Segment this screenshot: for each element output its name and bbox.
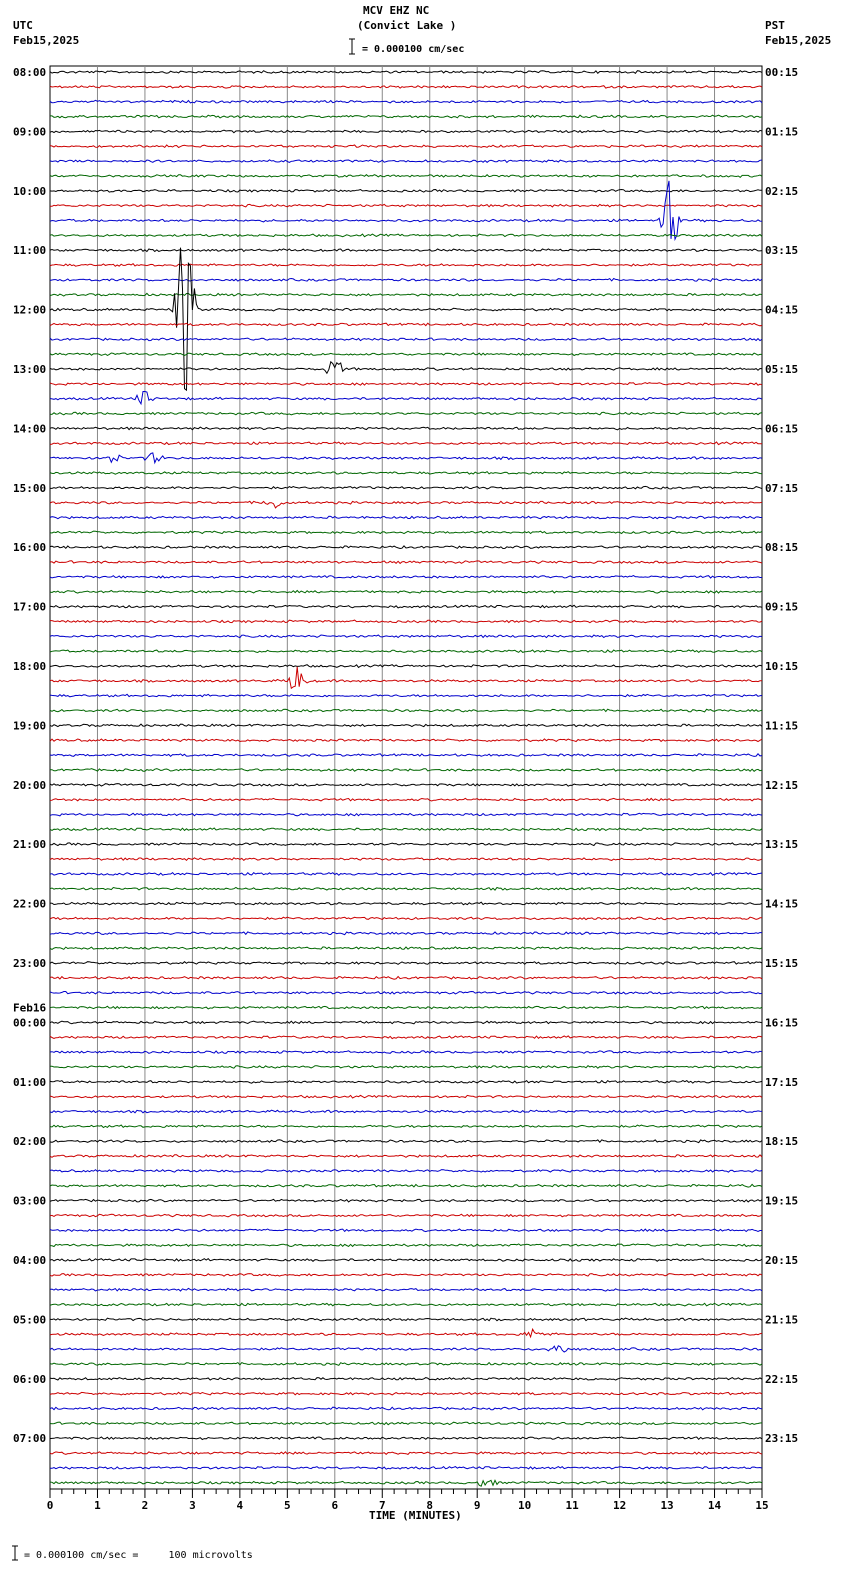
trace-line — [50, 650, 762, 653]
trace-line — [50, 181, 762, 239]
trace-line — [50, 1081, 762, 1084]
x-tick-label: 1 — [94, 1499, 101, 1512]
utc-hour-label: 09:00 — [13, 125, 47, 139]
trace-line — [50, 1363, 762, 1366]
trace-line — [50, 1274, 762, 1277]
trace-line — [50, 784, 762, 787]
trace-line — [50, 1407, 762, 1410]
trace-line — [50, 724, 762, 727]
trace-line — [50, 828, 762, 831]
x-tick-label: 6 — [331, 1499, 339, 1512]
trace-line — [50, 1392, 762, 1395]
utc-date-label: Feb15,2025 — [13, 34, 80, 47]
trace-line — [50, 412, 762, 415]
trace-line — [50, 1036, 762, 1039]
utc-hour-label: 13:00 — [13, 363, 47, 376]
pst-hour-label: 15:15 — [765, 957, 799, 970]
traces — [50, 71, 762, 1487]
date-change-label: Feb16 — [13, 1001, 47, 1015]
pst-hour-label: 09:15 — [765, 600, 799, 614]
utc-hour-label: 03:00 — [13, 1194, 47, 1208]
utc-hour-label: 19:00 — [13, 719, 47, 733]
pst-hour-label: 18:15 — [765, 1135, 799, 1149]
station-title: MCV EHZ NC — [363, 4, 430, 17]
trace-line — [50, 1066, 762, 1069]
trace-line — [50, 665, 762, 668]
trace-line — [50, 442, 762, 445]
trace-line — [50, 1452, 762, 1455]
pst-date-label: Feb15,2025 — [765, 34, 832, 47]
trace-line — [50, 362, 762, 374]
x-tick-label: 0 — [46, 1499, 54, 1512]
trace-line — [50, 323, 762, 326]
trace-line — [50, 561, 762, 564]
trace-line — [50, 249, 762, 252]
pst-hour-label: 16:15 — [765, 1016, 799, 1030]
trace-line — [50, 1155, 762, 1158]
trace-line — [50, 873, 762, 876]
utc-hour-label: 00:00 — [13, 1016, 47, 1030]
trace-line — [50, 115, 762, 118]
trace-line — [50, 1095, 762, 1098]
x-tick-label: 12 — [612, 1499, 627, 1512]
utc-hour-label: 21:00 — [13, 838, 47, 852]
x-tick-label: 4 — [236, 1499, 244, 1512]
trace-line — [50, 204, 762, 207]
pst-hour-label: 01:15 — [765, 125, 799, 139]
trace-line — [50, 1437, 762, 1440]
trace-line — [50, 605, 762, 608]
trace-line — [50, 1170, 762, 1173]
trace-line — [50, 1229, 762, 1232]
utc-hour-label: 23:00 — [13, 957, 47, 970]
pst-hour-label: 11:15 — [765, 719, 799, 733]
trace-line — [50, 858, 762, 861]
x-tick-label: 10 — [518, 1499, 532, 1512]
trace-line — [50, 501, 762, 508]
trace-line — [50, 1110, 762, 1113]
x-tick-label: 14 — [707, 1499, 722, 1512]
trace-line — [50, 620, 762, 623]
utc-zone-label: UTC — [13, 19, 33, 32]
x-tick-label: 8 — [426, 1499, 434, 1512]
pst-hour-label: 12:15 — [765, 778, 799, 792]
trace-line — [50, 1467, 762, 1470]
trace-line — [50, 486, 762, 489]
trace-line — [50, 591, 762, 594]
x-tick-label: 3 — [189, 1499, 196, 1512]
trace-line — [50, 1214, 762, 1217]
utc-hour-label: 15:00 — [13, 481, 47, 495]
trace-line — [50, 1244, 762, 1247]
scale-label: = 0.000100 cm/sec — [362, 44, 465, 55]
trace-line — [50, 100, 762, 103]
trace-line — [50, 1199, 762, 1202]
trace-line — [50, 887, 762, 890]
trace-line — [50, 546, 762, 549]
trace-line — [50, 754, 762, 757]
trace-line — [50, 1329, 762, 1337]
trace-line — [50, 516, 762, 519]
pst-hour-label: 07:15 — [765, 481, 799, 495]
x-tick-label: 2 — [141, 1499, 149, 1512]
pst-hour-label: 00:15 — [765, 66, 799, 79]
trace-line — [50, 353, 762, 356]
utc-hour-label: 11:00 — [13, 244, 47, 258]
trace-line — [50, 769, 762, 772]
trace-line — [50, 1140, 762, 1143]
utc-hour-label: 10:00 — [13, 184, 47, 198]
trace-line — [50, 709, 762, 712]
x-tick-label: 7 — [378, 1499, 386, 1512]
pst-hour-label: 17:15 — [765, 1075, 799, 1089]
trace-line — [50, 293, 762, 296]
trace-line — [50, 932, 762, 935]
pst-hour-label: 04:15 — [765, 303, 799, 317]
trace-line — [50, 145, 762, 148]
trace-line — [50, 1259, 762, 1262]
x-axis-label: TIME (MINUTES) — [369, 1509, 462, 1522]
utc-hour-label: 17:00 — [13, 600, 47, 614]
trace-line — [50, 1303, 762, 1306]
pst-hour-label: 13:15 — [765, 838, 799, 852]
trace-line — [50, 190, 762, 193]
pst-hour-label: 08:15 — [765, 541, 799, 555]
trace-line — [50, 472, 762, 475]
trace-line — [50, 813, 762, 816]
station-location: (Convict Lake ) — [357, 19, 457, 32]
trace-line — [50, 427, 762, 430]
trace-line — [50, 902, 762, 905]
x-tick-label: 9 — [473, 1499, 481, 1512]
utc-hour-label: 08:00 — [13, 66, 47, 79]
pst-hour-label: 20:15 — [765, 1254, 799, 1267]
pst-hour-label: 19:15 — [765, 1194, 799, 1208]
utc-hour-label: 01:00 — [13, 1075, 47, 1089]
utc-hour-label: 06:00 — [13, 1372, 47, 1386]
utc-hour-label: 07:00 — [13, 1432, 47, 1446]
pst-hour-label: 10:15 — [765, 660, 799, 673]
pst-hour-label: 05:15 — [765, 363, 799, 376]
trace-line — [50, 175, 762, 178]
pst-hour-label: 21:15 — [765, 1313, 799, 1327]
trace-line — [50, 383, 762, 386]
utc-hour-label: 02:00 — [13, 1135, 47, 1149]
trace-line — [50, 1480, 762, 1486]
trace-line — [50, 962, 762, 965]
trace-line — [50, 1051, 762, 1054]
pst-hour-label: 23:15 — [765, 1432, 799, 1446]
utc-hour-label: 05:00 — [13, 1313, 47, 1327]
trace-line — [50, 739, 762, 742]
utc-hour-label: 14:00 — [13, 422, 47, 436]
trace-line — [50, 279, 762, 282]
trace-line — [50, 694, 762, 697]
trace-line — [50, 453, 762, 463]
trace-line — [50, 917, 762, 920]
trace-line — [50, 1318, 762, 1321]
pst-hour-label: 02:15 — [765, 184, 799, 198]
trace-line — [50, 1125, 762, 1128]
trace-line — [50, 160, 762, 163]
x-axis — [47, 1489, 769, 1512]
trace-line — [50, 264, 762, 267]
utc-hour-label: 18:00 — [13, 660, 47, 673]
utc-hour-label: 04:00 — [13, 1254, 47, 1267]
trace-line — [50, 71, 762, 74]
footer-scale-label: = 0.000100 cm/sec = 100 microvolts — [24, 1550, 253, 1561]
pst-zone-label: PST — [765, 19, 785, 32]
trace-line — [50, 1021, 762, 1024]
trace-line — [50, 977, 762, 980]
trace-line — [50, 1184, 762, 1187]
x-tick-label: 13 — [660, 1499, 674, 1512]
trace-line — [50, 1422, 762, 1425]
trace-line — [50, 338, 762, 341]
trace-line — [50, 576, 762, 579]
trace-line — [50, 1378, 762, 1381]
trace-line — [50, 992, 762, 995]
pst-hour-label: 06:15 — [765, 422, 799, 436]
pst-hour-label: 03:15 — [765, 244, 799, 258]
trace-line — [50, 86, 762, 89]
trace-line — [50, 130, 762, 133]
trace-line — [50, 1006, 762, 1009]
trace-line — [50, 798, 762, 801]
pst-hour-label: 22:15 — [765, 1372, 799, 1386]
trace-line — [50, 667, 762, 689]
trace-line — [50, 635, 762, 638]
trace-line — [50, 392, 762, 404]
x-tick-label: 15 — [755, 1499, 769, 1512]
utc-hour-label: 20:00 — [13, 778, 47, 792]
utc-hour-label: 16:00 — [13, 541, 47, 555]
trace-line — [50, 531, 762, 534]
x-tick-label: 5 — [284, 1499, 291, 1512]
pst-hour-label: 14:15 — [765, 897, 799, 911]
trace-line — [50, 1346, 762, 1352]
trace-line — [50, 947, 762, 950]
trace-line — [50, 234, 762, 237]
trace-line — [50, 1288, 762, 1291]
trace-line — [50, 843, 762, 846]
utc-hour-label: 22:00 — [13, 897, 47, 911]
x-tick-label: 11 — [565, 1499, 579, 1512]
utc-hour-label: 12:00 — [13, 303, 47, 317]
